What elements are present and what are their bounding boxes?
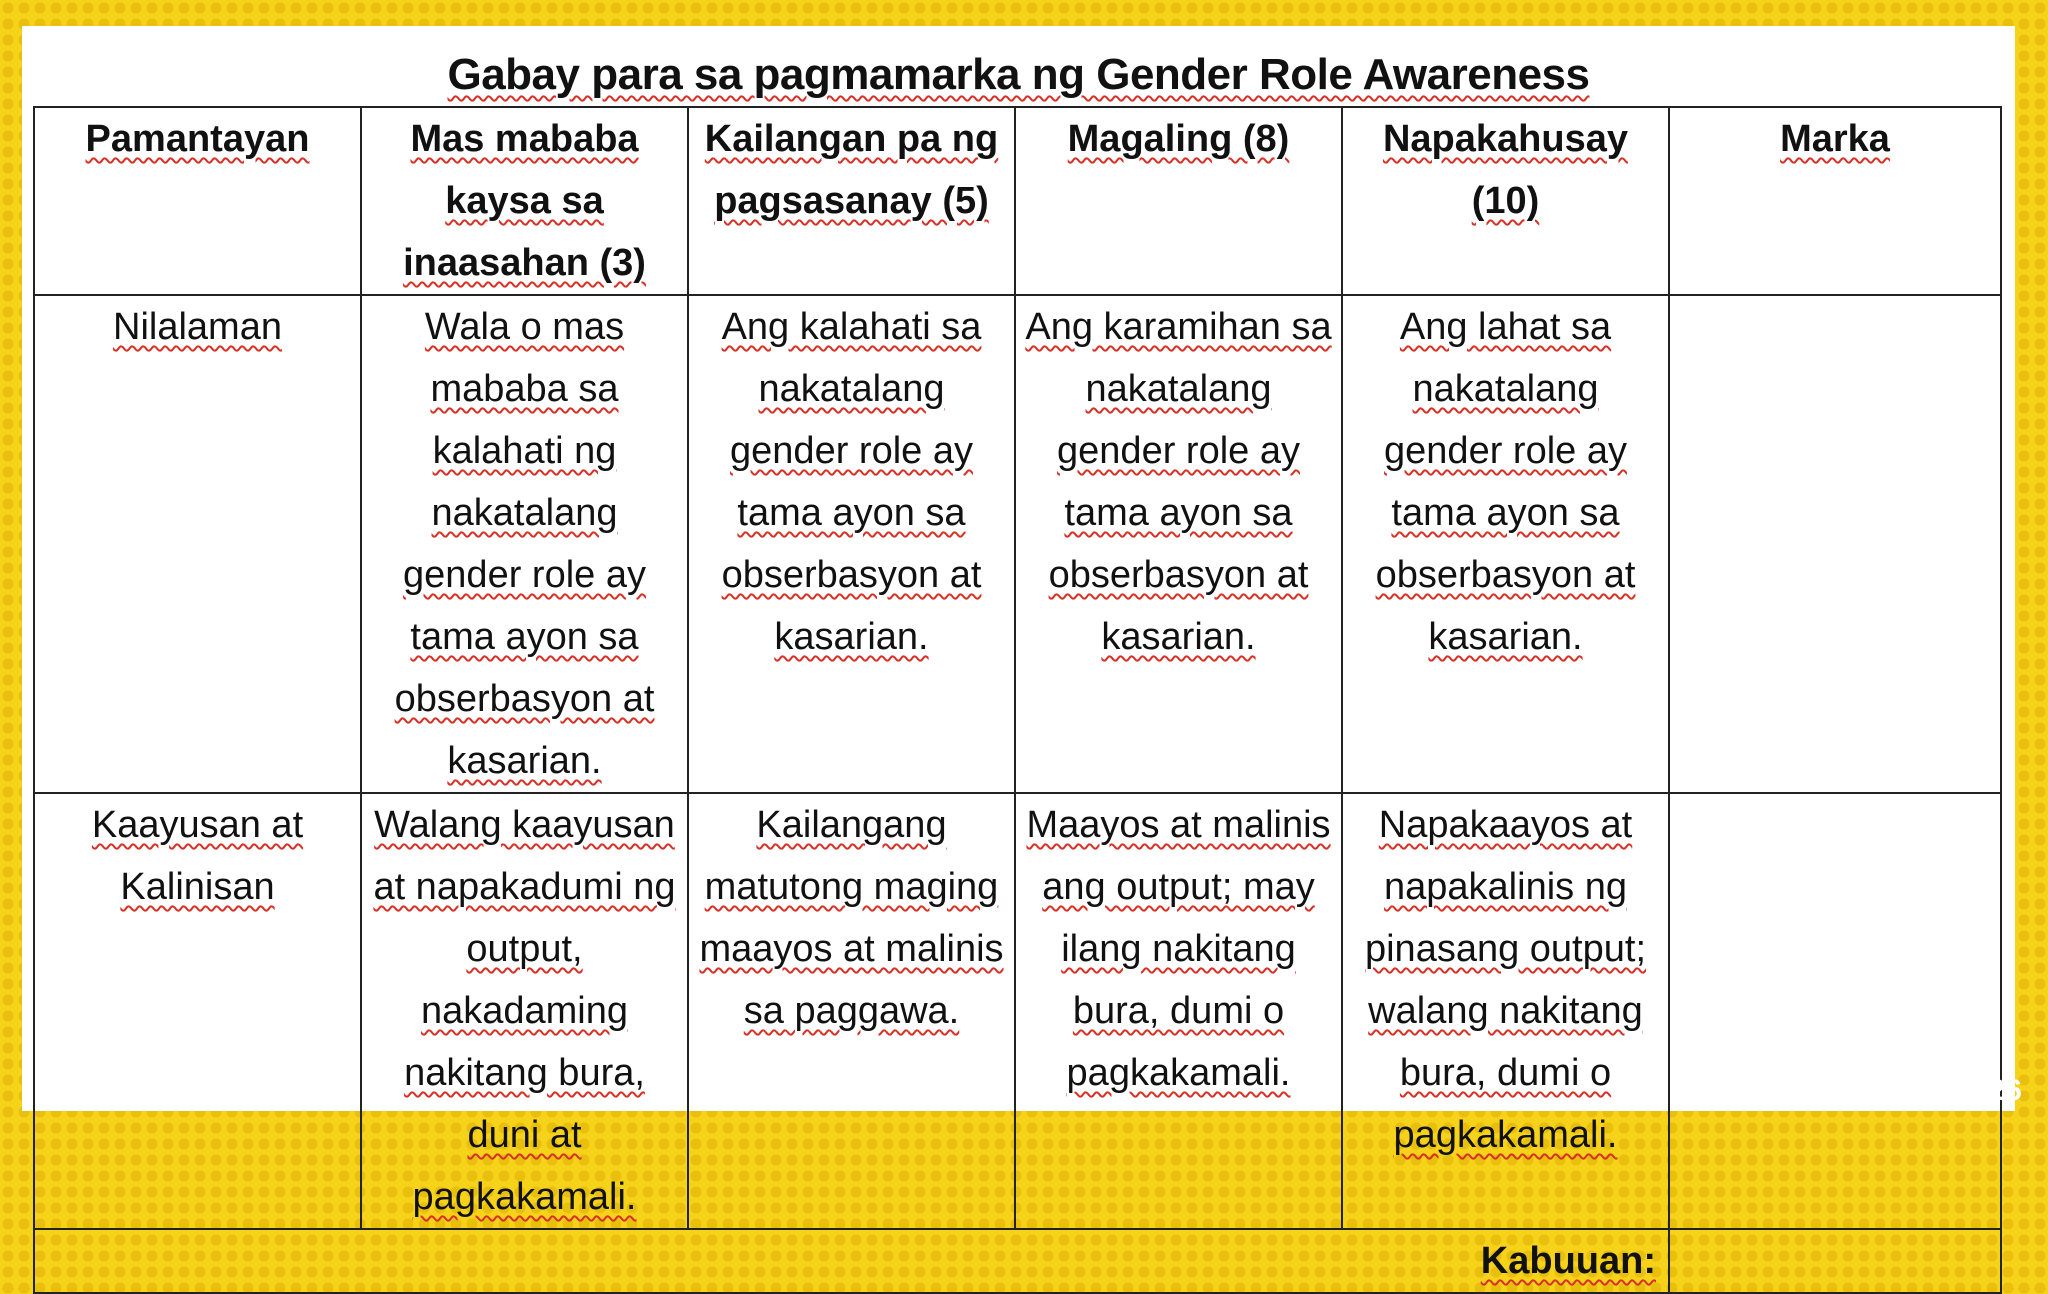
- table-row: [34, 793, 2001, 1229]
- total-label: Kabuuan:: [34, 1229, 1669, 1293]
- slide: [22, 26, 2015, 1282]
- rubric-cell: Walang kaayusan at napakadumi ng output, nakadaming nakitang bura, duni at pagkakamali.: [361, 793, 688, 1229]
- rubric-cell: Napakaayos at napakalinis ng pinasang output; walang nakitang bura, dumi o pagkakamali.: [1342, 793, 1669, 1229]
- total-row: [34, 1229, 2001, 1293]
- rubric-cell: Wala o mas mababa sa kalahati ng nakatalang gender role ay tama ayon sa obserbasyon at kasarian.: [361, 295, 688, 793]
- header-level-3: Mas mababa kaysa sa inaasahan (3): [361, 107, 688, 295]
- header-level-8: Magaling (8): [1015, 107, 1342, 295]
- score-cell[interactable]: [1669, 793, 2001, 1229]
- total-score-cell[interactable]: [1669, 1229, 2001, 1293]
- header-level-5: Kailangan pa ng pagsasanay (5): [688, 107, 1015, 295]
- rubric-cell: Kailangang matutong maging maayos at malinis sa paggawa.: [688, 793, 1015, 1229]
- score-cell[interactable]: [1669, 295, 2001, 793]
- rubric-cell: Ang lahat sa nakatalang gender role ay tama ayon sa obserbasyon at kasarian.: [1342, 295, 1669, 793]
- rubric-cell: Maayos at malinis ang output; may ilang nakitang bura, dumi o pagkakamali.: [1015, 793, 1342, 1229]
- page-number: 26: [1988, 1074, 2022, 1107]
- header-row: [34, 107, 2001, 295]
- rubric-cell: Ang karamihan sa nakatalang gender role ay tama ayon sa obserbasyon at kasarian.: [1015, 295, 1342, 793]
- header-criterion: Pamantayan: [34, 107, 361, 295]
- table-row: [34, 295, 2001, 793]
- rubric-table: [33, 106, 2002, 1294]
- rubric-title: Gabay para sa pagmamarka ng Gender Role Awareness: [447, 50, 1590, 99]
- rubric-cell: Ang kalahati sa nakatalang gender role ay tama ayon sa obserbasyon at kasarian.: [688, 295, 1015, 793]
- header-score: Marka: [1669, 107, 2001, 295]
- criterion-cell: Kaayusan at Kalinisan: [34, 793, 361, 1229]
- header-level-10: Napakahusay (10): [1342, 107, 1669, 295]
- criterion-cell: Nilalaman: [34, 295, 361, 793]
